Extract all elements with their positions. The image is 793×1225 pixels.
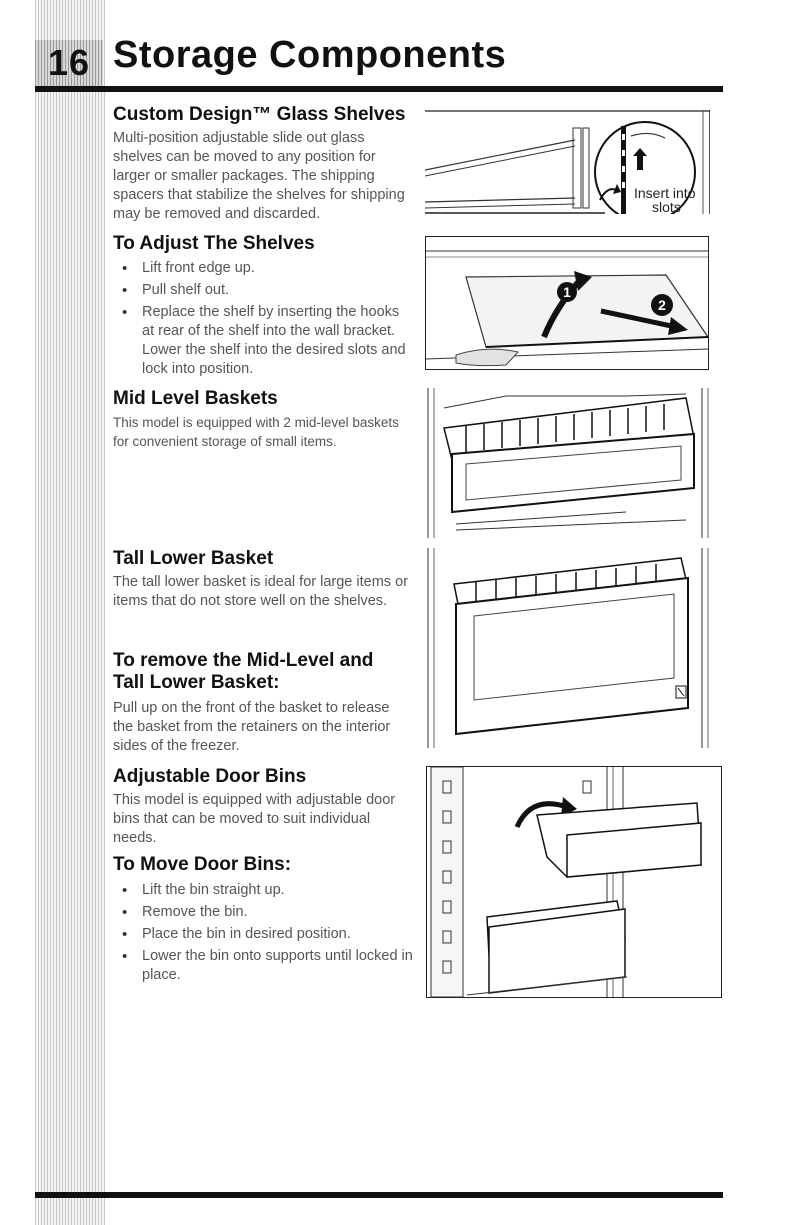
figure-mid-level-basket — [426, 388, 710, 538]
figure-callout: Insert into — [634, 185, 696, 201]
mid-level-basket-illustration — [426, 388, 710, 538]
figure-adjust-shelf — [425, 236, 709, 370]
figure-door-bins — [426, 766, 722, 998]
step-item: • Lower the bin onto supports until locked in place. — [113, 947, 413, 985]
figure-shelf-slots — [425, 110, 710, 214]
step-badge-1: 1 — [563, 284, 571, 300]
section-tall-lower-basket — [113, 548, 413, 611]
adjust-shelf-illustration — [426, 237, 708, 369]
subsection-heading: To Move Door Bins: — [113, 854, 292, 875]
section-heading-line1: To remove the Mid-Level and — [113, 650, 374, 671]
step-item: • Remove the bin. — [113, 903, 413, 922]
step-item: • Lift front edge up. — [113, 259, 413, 278]
tall-lower-basket-illustration — [426, 548, 710, 748]
section-glass-shelves — [113, 104, 413, 382]
header-rule — [35, 86, 723, 92]
door-bins-illustration — [427, 767, 721, 997]
footer-rule — [35, 1192, 723, 1198]
section-body: Pull up on the front of the basket to release the basket from the retainers on the interior sides of the freezer. — [113, 700, 391, 754]
step-item: • Pull shelf out. — [113, 281, 413, 300]
section-mid-level-baskets — [113, 388, 413, 451]
subsection-heading: To Adjust The Shelves — [113, 233, 315, 254]
decorative-side-strip — [35, 0, 105, 1225]
section-body: Multi-position adjustable slide out glass shelves can be moved to any position for larger or smaller packages. The shipping spacers that stabilize the shelves for shipping may be removed and discarded. — [113, 130, 405, 222]
section-heading: Tall Lower Basket — [113, 548, 274, 569]
step-item: • Place the bin in desired position. — [113, 925, 413, 944]
shelf-slots-illustration — [425, 110, 710, 214]
figure-callout-line2: slots — [652, 199, 681, 214]
figure-tall-lower-basket — [426, 548, 710, 748]
step-badge-2: 2 — [658, 297, 666, 313]
page-number: 16 — [35, 40, 103, 86]
section-heading: Adjustable Door Bins — [113, 766, 307, 787]
section-heading-line2: Tall Lower Basket: — [113, 672, 280, 693]
section-heading: Mid Level Baskets — [113, 388, 278, 409]
section-body: This model is equipped with 2 mid-level baskets for convenient storage of small items. — [113, 415, 399, 449]
step-item: • Lift the bin straight up. — [113, 881, 413, 900]
section-body: This model is equipped with adjustable door bins that can be moved to suit individual needs. — [113, 792, 396, 846]
section-remove-baskets — [113, 650, 413, 756]
section-door-bins — [113, 766, 413, 988]
step-item: • Replace the shelf by inserting the hooks at rear of the shelf into the wall bracket. Lower the shelf into the desired slots and lock into position. — [113, 303, 413, 379]
step-list — [113, 881, 413, 985]
section-body: The tall lower basket is ideal for large items or items that do not store well on the shelves. — [113, 574, 408, 609]
step-list — [113, 259, 413, 379]
page-title: Storage Components — [113, 34, 507, 76]
section-heading: Custom Design™ Glass Shelves — [113, 104, 406, 125]
